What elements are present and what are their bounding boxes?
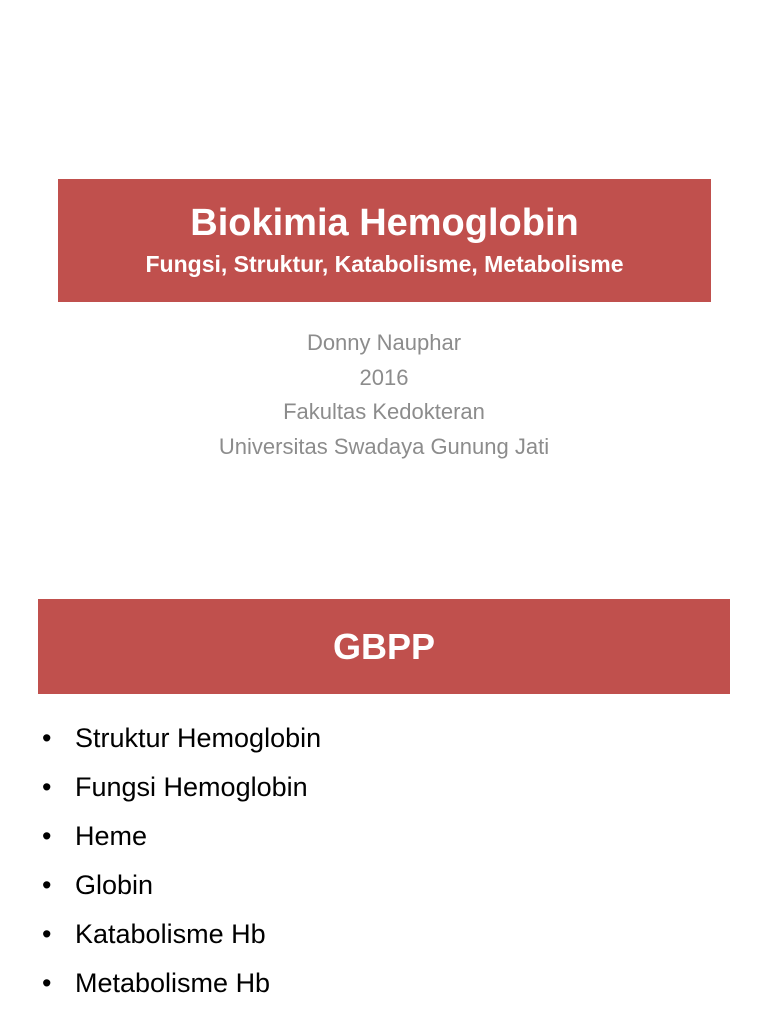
list-item [42,812,321,861]
author-info [0,326,768,464]
list-item-text: Heme [75,821,148,851]
list-item-text: Struktur Hemoglobin [75,723,322,753]
list-item-text: Katabolisme Hb [75,919,266,949]
university: Universitas Swadaya Gunung Jati [218,433,550,459]
slide-title: Biokimia Hemoglobin [190,202,579,244]
year: 2016 [359,364,409,390]
list-item-text: Fungsi Hemoglobin [75,772,308,802]
bullet-list [42,714,321,1008]
title-banner [58,179,711,302]
bullet-icon: • [42,870,52,900]
bullet-icon: • [42,919,52,949]
bullet-icon: • [42,723,52,753]
list-item [42,959,321,1008]
author-name: Donny Nauphar [306,330,462,355]
gbpp-title: GBPP [332,626,436,667]
gbpp-banner [38,599,730,694]
list-item-text: Metabolisme Hb [75,968,271,998]
list-item [42,861,321,910]
list-item [42,763,321,812]
list-item-text: Globin [75,870,154,900]
list-item [42,910,321,959]
faculty: Fakultas Kedokteran [283,399,485,424]
list-item [42,714,321,763]
bullet-icon: • [42,968,52,998]
slide-subtitle: Fungsi, Struktur, Katabolisme, Metabolisme [145,251,624,277]
bullet-icon: • [42,821,52,851]
bullet-icon: • [42,772,52,802]
